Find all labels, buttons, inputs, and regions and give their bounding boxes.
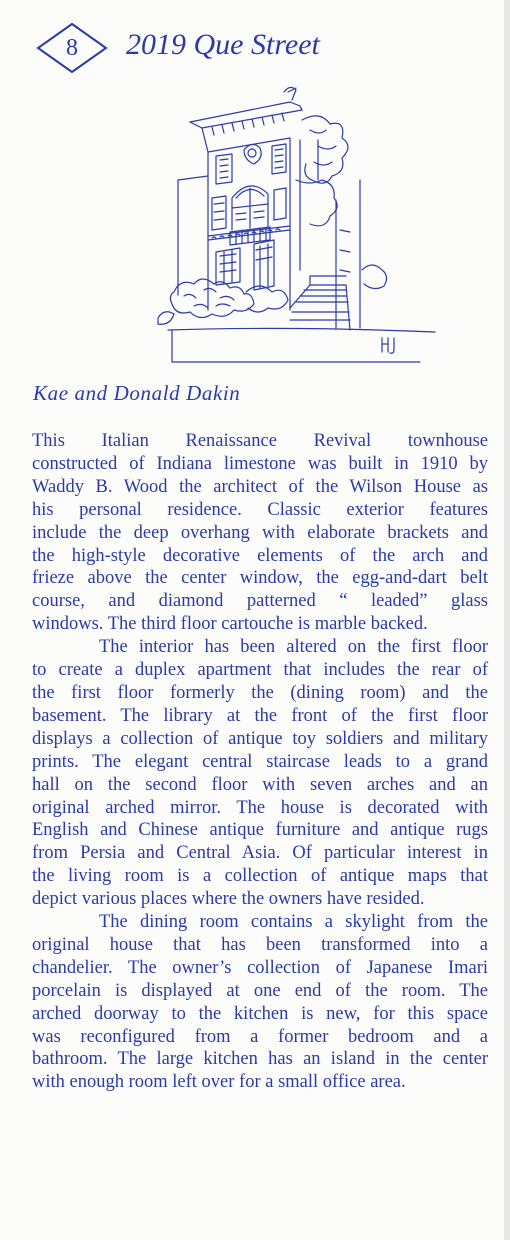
paragraph [32, 636, 488, 911]
text-line: the living room is a collection of antique maps that [32, 866, 488, 887]
text-line: windows. The third floor cartouche is marble backed. [32, 614, 428, 635]
text-line: displays a collection of antique toy soldiers and military [32, 728, 488, 749]
text-line: The interior has been altered on the first floor [99, 637, 488, 658]
description-text [32, 430, 488, 1094]
text-line: arched doorway to the kitchen is new, for this space [32, 1003, 488, 1024]
text-line: chandelier. The owner’s collection of Japanese Imari [32, 957, 488, 978]
text-line: bathroom. The large kitchen has an island in the center [32, 1049, 488, 1070]
paragraph [32, 430, 488, 636]
text-line: his personal residence. Classic exterior features [32, 499, 488, 520]
stop-number-badge [36, 22, 108, 74]
text-line: original house that has been transformed into a [32, 934, 488, 955]
text-line: with enough room left over for a small office area. [32, 1072, 406, 1093]
text-line: depict various places where the owners have resided. [32, 889, 425, 910]
text-line: course, and diamond patterned “ leaded” glass [32, 591, 488, 612]
text-line: prints. The elegant central staircase leads to a grand [32, 751, 488, 772]
owners-name: Kae and Donald Dakin [33, 381, 241, 405]
stop-number: 8 [66, 34, 78, 61]
townhouse-sketch [150, 80, 450, 380]
text-line: from Persia and Central Asia. Of particular interest in [32, 843, 488, 864]
page-edge [504, 0, 510, 1240]
text-line: original arched mirror. The house is decorated with [32, 797, 488, 818]
text-line: constructed of Indiana limestone was built in 1910 by [32, 453, 488, 474]
text-line: frieze above the center window, the egg-and-dart belt [32, 568, 488, 589]
text-line: porcelain is displayed at one end of the room. The [32, 980, 488, 1001]
paragraph [32, 911, 488, 1094]
text-line: include the deep overhang with elaborate brackets and [32, 522, 488, 543]
text-line: was reconfigured from a former bedroom and a [32, 1026, 488, 1047]
text-line: This Italian Renaissance Revival townhouse [32, 431, 488, 451]
text-line: basement. The library at the front of the first floor [32, 705, 488, 726]
text-line: to create a duplex apartment that includes the rear of [32, 660, 488, 681]
text-line: Waddy B. Wood the architect of the Wilson House as [32, 476, 488, 497]
text-line: English and Chinese antique furniture and antique rugs [32, 820, 488, 841]
stop-header [34, 20, 474, 76]
text-line: the high-style decorative elements of the arch and [32, 545, 488, 566]
text-line: The dining room contains a skylight from the [99, 912, 488, 933]
page-title: 2019 Que Street [126, 28, 320, 61]
text-line: hall on the second floor with seven arches and an [32, 774, 488, 795]
text-line: the first floor formerly the (dining room) and the [32, 682, 488, 703]
